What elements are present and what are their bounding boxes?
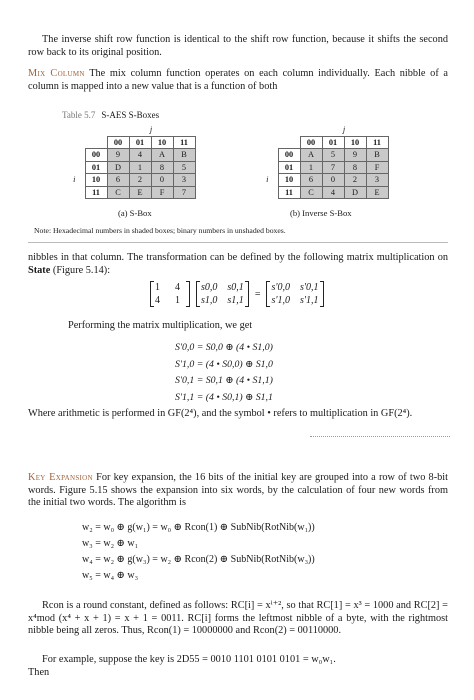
inv-cell: 7 (322, 161, 344, 174)
sbox-col-header: 01 (129, 136, 151, 149)
inv-col-label: j (342, 125, 346, 135)
matrix-cell: s0,0 (201, 282, 218, 293)
intro-paragraph: The inverse shift row function is identical to the shift row function, because it shifts the second row back to its original position. (28, 34, 448, 58)
mix-column-text: The mix column function operates on each column individually. Each nibble of a column is mapped into a new value that is a function of both (28, 68, 448, 92)
sbox-col-header: 11 (173, 136, 195, 149)
inv-cell: D (344, 186, 366, 199)
sbox-col-header: 00 (107, 136, 129, 149)
sbox-cell: A (151, 149, 173, 162)
sbox-row-header: 00 (85, 149, 107, 162)
sbox-cell: F (151, 186, 173, 199)
matrix-cell: s'1,1 (299, 295, 319, 306)
rcon-paragraph: Rcon is a round constant, defined as follows: RC[i] = xⁱ⁺², so that RC[1] = x³ = 1000 and RC[2] = x⁴mod (x⁴ + x + 1) = x + 1 = 0011. RC[i] forms the leftmost nibble of a byte, with the rightmost nibble being all zeros. Thus, Rcon(1) = 10000000 and Rcon(2) = 00110000. (28, 600, 448, 637)
key-expansion-heading: Key Expansion (28, 472, 93, 483)
equation-line: S'1,1 = (4 • S0,1) ⊕ S1,1 (175, 391, 273, 403)
result-matrix (266, 281, 323, 307)
inv-row-label: i (266, 175, 269, 185)
inv-cell: B (366, 149, 388, 162)
matrix-equation (150, 281, 324, 307)
sbox-cell: D (107, 161, 129, 174)
page-cut-line (310, 436, 450, 437)
inverse-sbox-table (257, 124, 389, 199)
sbox-col-header: 10 (151, 136, 173, 149)
key-equations (82, 520, 315, 584)
equation-line: S'0,0 = S0,0 ⊕ (4 • S1,0) (175, 342, 273, 353)
mix-column-heading: Mix Column (28, 68, 85, 79)
inv-col-header: 11 (366, 136, 388, 149)
table-number: Table 5.7 (62, 110, 96, 120)
inv-cell: 5 (322, 149, 344, 162)
sbox-cell: 6 (107, 174, 129, 187)
inv-cell: 8 (344, 161, 366, 174)
equation-line: w₄ = w₂ ⊕ g(w₃) = w₂ ⊕ Rcon(2) ⊕ SubNib(RotNib(w₃)) (82, 554, 315, 565)
then-text: Then (28, 667, 50, 678)
matrix-cell: 1 (175, 295, 180, 306)
mix-column-paragraph (28, 68, 448, 93)
equals-sign: = (254, 288, 261, 300)
matrix-cell: s1,1 (227, 295, 244, 306)
inv-cell: 1 (300, 161, 322, 174)
gf-paragraph: Where arithmetic is performed in GF(2⁴), and the symbol • refers to multiplication in GF(2⁴). (28, 408, 413, 419)
matrix-cell: s0,1 (227, 282, 244, 293)
inv-cell: 2 (344, 174, 366, 187)
sbox-cell: B (173, 149, 195, 162)
sbox-cell: 9 (107, 149, 129, 162)
key-expansion-text: For key expansion, the 16 bits of the initial key are grouped into a row of two 8-bit words. Figure 5.15 shows the expansion into six words, by the calculation of four new words from the initial two words. The algorithm is (28, 472, 448, 509)
inv-row-header: 11 (278, 186, 300, 199)
nibbles-text-end: (Figure 5.14): (50, 264, 111, 276)
sbox-cell: 4 (129, 149, 151, 162)
equation-line: w₅ = w₄ ⊕ w₃ (82, 570, 139, 581)
sbox-cell: 7 (173, 186, 195, 199)
inv-cell: E (366, 186, 388, 199)
matrix-cell: 4 (175, 282, 180, 293)
sbox-cell: E (129, 186, 151, 199)
nibbles-paragraph (28, 252, 448, 277)
sbox-cell: 0 (151, 174, 173, 187)
sbox-cell: 3 (173, 174, 195, 187)
key-expansion-paragraph (28, 472, 448, 510)
matrix-cell: 4 (155, 295, 160, 306)
matrix-cell: s'1,0 (271, 295, 290, 306)
state-term: State (28, 264, 51, 276)
sbox-cell: 8 (151, 161, 173, 174)
sbox-cell: 2 (129, 174, 151, 187)
sbox-cell: 1 (129, 161, 151, 174)
example-paragraph: For example, suppose the key is 2D55 = 0010 1101 0101 0101 = w₀w₁. (42, 654, 336, 665)
matrix-cell: s'0,1 (299, 282, 319, 293)
equation-line: S'0,1 = S0,1 ⊕ (4 • S1,1) (175, 375, 273, 386)
equation-line: w₃ = w₂ ⊕ w₁ (82, 538, 139, 549)
sbox-row-label: i (73, 175, 76, 185)
inv-row-header: 10 (278, 174, 300, 187)
matrix-cell: 1 (155, 282, 160, 293)
sbox-cell: C (107, 186, 129, 199)
performing-text: Performing the matrix multiplication, we get (68, 320, 253, 331)
nibbles-text: nibbles in that column. The transformation can be defined by the following matrix multiplication on (28, 252, 448, 263)
table-note: Note: Hexadecimal numbers in shaded boxes; binary numbers in unshaded boxes. (34, 226, 286, 235)
inv-cell: 3 (366, 174, 388, 187)
inv-cell: 0 (322, 174, 344, 187)
table-caption (62, 110, 159, 120)
sbox-cell: 5 (173, 161, 195, 174)
sbox-caption: (a) S-Box (118, 208, 152, 218)
inv-cell: A (300, 149, 322, 162)
equation-line: w₂ = w₀ ⊕ g(w₁) = w₀ ⊕ Rcon(1) ⊕ SubNib(RotNib(w₁)) (82, 522, 315, 533)
inv-row-header: 00 (278, 149, 300, 162)
mix-equations (175, 340, 273, 406)
sbox-row-header: 10 (85, 174, 107, 187)
inv-cell: C (300, 186, 322, 199)
inv-col-header: 10 (344, 136, 366, 149)
inv-col-header: 00 (300, 136, 322, 149)
matrix-cell: s'0,0 (271, 282, 290, 293)
inverse-sbox-caption: (b) Inverse S-Box (290, 208, 352, 218)
sbox-col-label: j (149, 125, 153, 135)
state-matrix (196, 281, 249, 307)
sbox-table (64, 124, 196, 199)
equation-line: S'1,0 = (4 • S0,0) ⊕ S1,0 (175, 358, 273, 370)
inv-cell: 6 (300, 174, 322, 187)
table-title: S-AES S-Boxes (101, 110, 160, 120)
inv-cell: F (366, 161, 388, 174)
coefficient-matrix (150, 281, 190, 307)
inv-row-header: 01 (278, 161, 300, 174)
sbox-row-header: 01 (85, 161, 107, 174)
matrix-cell: s1,0 (201, 295, 218, 306)
sbox-row-header: 11 (85, 186, 107, 199)
inv-col-header: 01 (322, 136, 344, 149)
section-divider (28, 242, 448, 243)
inv-cell: 9 (344, 149, 366, 162)
inv-cell: 4 (322, 186, 344, 199)
